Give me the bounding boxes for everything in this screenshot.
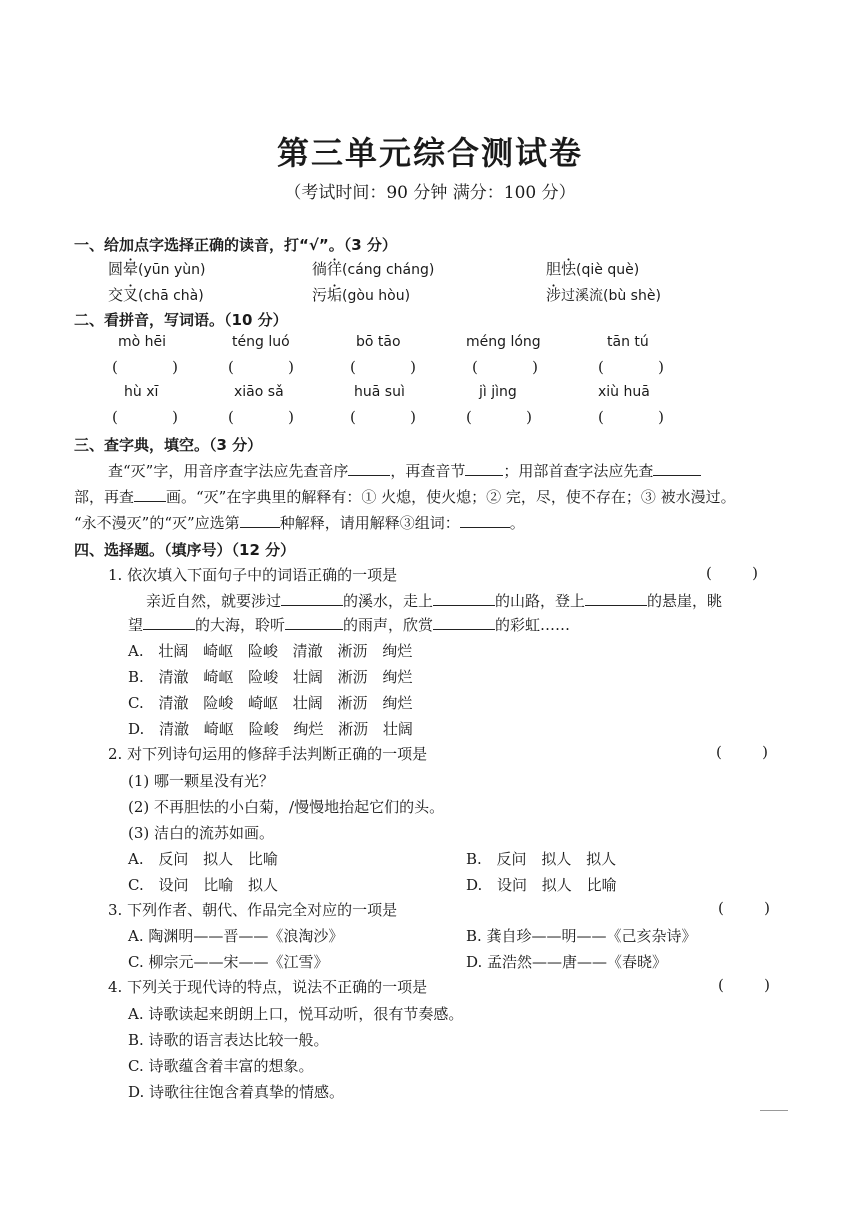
pinyin-label: méng lóng xyxy=(466,334,541,350)
page-title: 第三单元综合测试卷 xyxy=(276,134,583,172)
s1-item[interactable]: 交叉(chā chà) xyxy=(108,286,204,304)
option-c[interactable]: C. 设问 比喻 拟人 xyxy=(128,876,279,894)
question-1-stem: 1. 依次填入下面句子中的词语正确的一项是 xyxy=(108,566,398,584)
option-d[interactable]: D. 设问 拟人 比喻 xyxy=(466,876,617,894)
fill-blank[interactable] xyxy=(348,461,390,476)
pinyin-label: xiù huā xyxy=(598,384,650,400)
option-b[interactable]: B. 反问 拟人 拟人 xyxy=(466,850,617,868)
fill-blank[interactable] xyxy=(465,461,503,476)
poem-line: (3) 洁白的流苏如画。 xyxy=(128,824,275,842)
s1-item[interactable]: 涉过溪流(bù shè) xyxy=(546,286,661,304)
option-a[interactable]: A. 陶渊明——晋——《浪淘沙》 xyxy=(128,927,344,945)
question-1-passage-line-2: 望 的大海，聆听 的雨声，欣赏 的彩虹…… xyxy=(128,616,571,634)
fill-blank[interactable] xyxy=(285,615,343,630)
fill-blank[interactable] xyxy=(460,513,510,528)
pinyin-label: mò hēi xyxy=(118,334,167,350)
answer-box[interactable]: ( ) xyxy=(350,358,416,376)
answer-box[interactable]: ( ) xyxy=(112,408,178,426)
answer-box[interactable]: ( ) xyxy=(466,408,532,426)
answer-box[interactable]: ( ) xyxy=(472,358,538,376)
option-d[interactable]: D. 孟浩然——唐——《春晓》 xyxy=(466,953,668,971)
fill-blank[interactable] xyxy=(281,591,343,606)
pinyin-label: xiāo sǎ xyxy=(234,384,284,400)
section-1-heading: 一、给加点字选择正确的读音，打“√”。（3 分） xyxy=(74,236,397,254)
pinyin-label: hù xī xyxy=(124,384,159,400)
s1-item[interactable]: 徜徉(cáng cháng) xyxy=(312,260,435,278)
answer-box[interactable]: ( ) xyxy=(718,976,770,994)
option-b[interactable]: B. 龚自珍——明——《己亥杂诗》 xyxy=(466,927,697,945)
answer-box[interactable]: ( ) xyxy=(598,358,664,376)
pinyin-label: tān tú xyxy=(607,334,649,350)
s1-item[interactable]: 胆怯(qiè què) xyxy=(546,260,640,278)
answer-box[interactable]: ( ) xyxy=(112,358,178,376)
option-a[interactable]: A. 反问 拟人 比喻 xyxy=(128,850,278,868)
option-c[interactable]: C. 清澈 险峻 崎岖 壮阔 淅沥 绚烂 xyxy=(128,694,413,712)
option-d[interactable]: D. 清澈 崎岖 险峻 绚烂 淅沥 壮阔 xyxy=(128,720,413,738)
option-b[interactable]: B. 诗歌的语言表达比较一般。 xyxy=(128,1031,329,1049)
question-2-stem: 2. 对下列诗句运用的修辞手法判断正确的一项是 xyxy=(108,745,428,763)
question-4-stem: 4. 下列关于现代诗的特点，说法不正确的一项是 xyxy=(108,978,428,996)
fill-blank[interactable] xyxy=(433,591,495,606)
pinyin-label: huā suì xyxy=(354,384,405,400)
option-b[interactable]: B. 清澈 崎岖 险峻 壮阔 淅沥 绚烂 xyxy=(128,668,413,686)
fill-blank[interactable] xyxy=(433,615,495,630)
answer-box[interactable]: ( ) xyxy=(228,358,294,376)
section-3-heading: 三、查字典，填空。（3 分） xyxy=(74,436,263,454)
option-a[interactable]: A. 壮阔 崎岖 险峻 清澈 淅沥 绚烂 xyxy=(128,642,413,660)
fill-blank[interactable] xyxy=(585,591,647,606)
answer-box[interactable]: ( ) xyxy=(350,408,416,426)
section-4-heading: 四、选择题。（填序号）（12 分） xyxy=(74,541,296,559)
fill-blank[interactable] xyxy=(143,615,195,630)
option-c[interactable]: C. 柳宗元——宋——《江雪》 xyxy=(128,953,329,971)
s1-item[interactable]: 污垢(gòu hòu) xyxy=(312,286,411,304)
option-a[interactable]: A. 诗歌读起来朗朗上口，悦耳动听，很有节奏感。 xyxy=(128,1005,464,1023)
s1-item[interactable]: 圆晕(yūn yùn) xyxy=(108,260,206,278)
fill-blank[interactable] xyxy=(134,487,166,502)
pinyin-label: jì jìng xyxy=(479,384,517,400)
fill-blank[interactable] xyxy=(653,461,701,476)
question-1-passage-line-1: 亲近自然，就要涉过 的溪水，走上 的山路，登上 的悬崖，眺 xyxy=(146,592,723,610)
answer-box[interactable]: ( ) xyxy=(228,408,294,426)
page-mark xyxy=(760,1110,788,1111)
answer-box[interactable]: ( ) xyxy=(706,564,758,582)
answer-box[interactable]: ( ) xyxy=(716,743,768,761)
exam-info: （考试时间：90 分钟 满分：100 分） xyxy=(284,183,576,203)
answer-box[interactable]: ( ) xyxy=(598,408,664,426)
pinyin-label: téng luó xyxy=(232,334,290,350)
question-3-stem: 3. 下列作者、朝代、作品完全对应的一项是 xyxy=(108,901,398,919)
poem-line: (2) 不再胆怯的小白菊，/慢慢地抬起它们的头。 xyxy=(128,798,445,816)
section-2-heading: 二、看拼音，写词语。（10 分） xyxy=(74,311,288,329)
option-d[interactable]: D. 诗歌往往饱含着真挚的情感。 xyxy=(128,1083,345,1101)
s3-line-2: 部，再查 画。“灭”在字典里的解释有：① 火熄，使火熄；② 完，尽，使不存在；③ 被水漫过。 xyxy=(74,488,736,506)
option-c[interactable]: C. 诗歌蕴含着丰富的想象。 xyxy=(128,1057,314,1075)
poem-line: (1) 哪一颗星没有光？ xyxy=(128,772,275,790)
fill-blank[interactable] xyxy=(240,513,280,528)
s3-line-3: “永不漫灭”的“灭”应选第 种解释，请用解释③组词： 。 xyxy=(74,514,525,532)
pinyin-label: bō tāo xyxy=(356,334,401,350)
s3-line-1: 查“灭”字，用音序查字法应先查音序 ，再查音节 ；用部首查字法应先查 xyxy=(108,460,701,481)
answer-box[interactable]: ( ) xyxy=(718,899,770,917)
